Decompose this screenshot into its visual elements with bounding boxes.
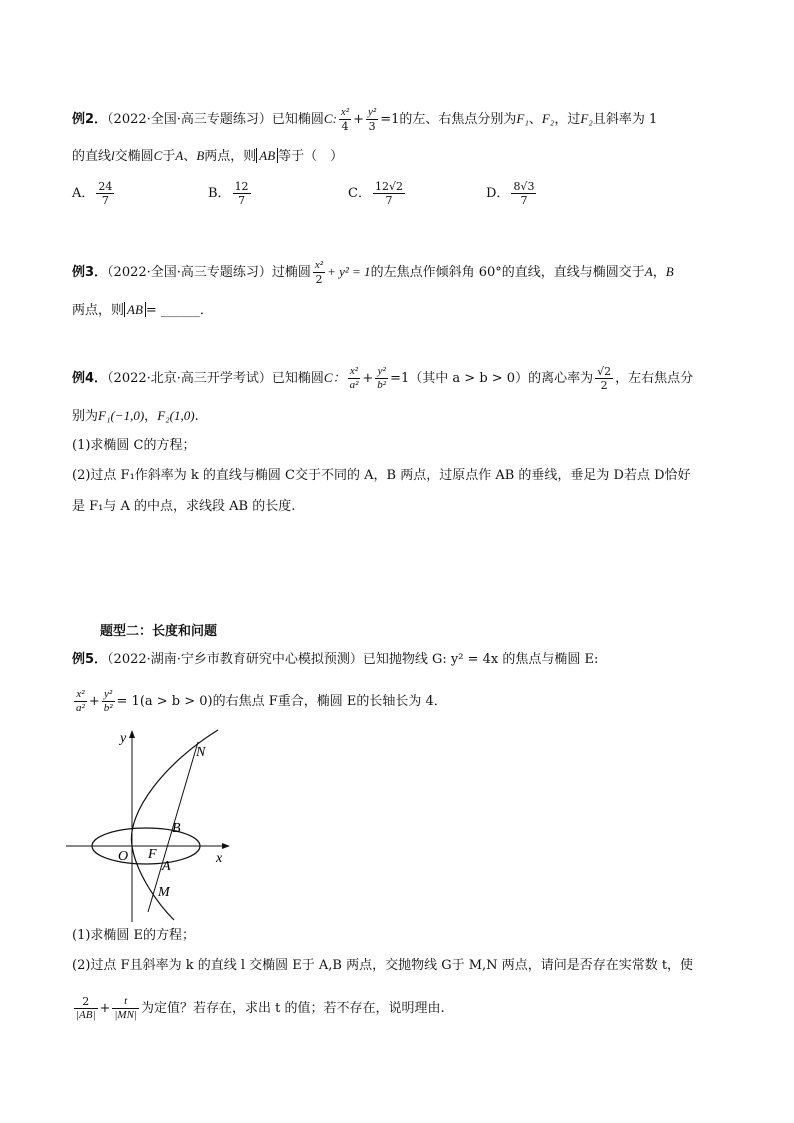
ex5-frac2	[102, 688, 115, 715]
ex3-source: （2022·全国·高三专题练习）过椭圆	[107, 265, 311, 280]
ex2-label: 例2．	[72, 112, 108, 127]
ex2-option-b[interactable]	[208, 180, 253, 207]
ex2-f2: F₂	[541, 111, 555, 126]
option-frac	[233, 180, 251, 207]
ex2-C: C	[153, 148, 163, 163]
ex4-q2-line2: 是 F₁与 A 的中点，求线段 AB 的长度.	[72, 499, 296, 514]
ex2-line1	[72, 106, 657, 133]
y-axis-arrow	[129, 730, 135, 738]
ex2-frac1	[339, 106, 351, 133]
option-letter: C．	[348, 186, 371, 201]
option-den: 7	[238, 194, 246, 207]
ex3-A: A	[644, 264, 653, 279]
ex5-frac2-den: b²	[103, 702, 113, 714]
ex2-AB: AB	[256, 148, 278, 163]
ex5-q2-frac1-num: 2	[74, 995, 98, 1009]
option-frac	[373, 180, 405, 207]
ex2-A: A	[175, 148, 184, 163]
ex3-frac	[313, 259, 325, 286]
ex3-line2	[72, 300, 213, 321]
ex5-q2-line2	[72, 995, 445, 1022]
label-M: M	[158, 885, 170, 900]
option-num: 24	[98, 180, 113, 193]
ex5-line2: $\frac{\text{x²}}{\text{a²}}$ + $\frac{\text{y²}}{\text{b²}}$ = 1(a > b > 0)的右焦点 F重合，椭圆 E的长轴长为 4．	[76, 688, 447, 714]
ex2-c-label: C:	[323, 111, 337, 126]
ex2-source: （2022·全国·高三专题练习）已知椭圆	[107, 112, 324, 127]
ex3-frac-den: 2	[315, 273, 323, 286]
option-letter: B．	[208, 186, 231, 201]
ex2-f2b: F₂	[580, 111, 593, 126]
ex2-dot: 、	[183, 149, 197, 164]
ex4-ecc-num: √2	[597, 365, 612, 378]
ex2-frac2	[366, 106, 378, 133]
ex2-l: l	[111, 148, 115, 163]
ex4-frac1	[348, 365, 361, 392]
option-den: 7	[520, 194, 528, 207]
label-x: x	[216, 851, 223, 866]
ex5-frac1	[74, 688, 87, 715]
ex2-text-c: 且斜率为 1	[592, 112, 658, 127]
option-frac	[511, 180, 536, 207]
ex3-comma: ，	[652, 265, 666, 280]
ex5-q2-plus: +	[99, 1001, 111, 1016]
ex4-frac2-den: b²	[377, 379, 387, 391]
label-y: y	[120, 731, 127, 746]
ex4-cond: （其中 a > b > 0）	[409, 371, 529, 386]
ex5-figure	[66, 722, 246, 922]
ex2-frac1-den: 4	[341, 120, 349, 133]
ex4-frac2-num: y²	[375, 365, 388, 379]
ex5-line2-rest: = 1(a > b > 0)的右焦点 F重合，椭圆 E的长轴长为 4．	[116, 694, 447, 709]
option-num: 8√3	[513, 180, 535, 193]
ex2-plus: +	[353, 112, 364, 127]
ex4-q1: (1)求椭圆 C的方程；	[72, 438, 196, 453]
ex4-frac2	[375, 365, 388, 392]
ex5-frac2-num: y²	[102, 688, 115, 702]
label-B: B	[172, 821, 181, 836]
ex4-line1: 例4．（2022·北京·高三开学考试）已知椭圆C： $\frac{\text{x²}}{\text{a²}}$ + $\frac{\text{y²}}{\text{b²}}$ =1（其中 a > b > 0）的离心率为 $\frac{√2}{2}$ ，左右焦点分	[72, 365, 694, 392]
ex4-f2: F₂(1,0)	[157, 408, 195, 423]
ex5-text-line1: （2022·湖南·宁乡市教育研究中心模拟预测）已知抛物线 G: y² = 4x 的焦点与椭圆 E:	[107, 652, 599, 667]
ex2-line2-e: 等于（ ）	[278, 149, 344, 164]
ex5-q2-line2-rest: 为定值？若存在，求出 t 的值；若不存在，说明理由.	[140, 1001, 445, 1016]
option-den: 7	[385, 194, 393, 207]
ex2-line2-d: 两点，则	[204, 149, 257, 164]
ex4-frac1-num: x²	[348, 365, 361, 379]
ex4-q2-line1: (2)过点 F₁作斜率为 k 的直线与椭圆 C交于不同的 A，B 两点，过原点作 AB 的垂线，垂足为 D若点 D恰好	[72, 468, 691, 483]
ex5-q2-frac2	[112, 995, 139, 1022]
ex3-AB: AB	[124, 302, 146, 317]
ex4-label: 例4．	[72, 371, 108, 386]
x-axis-arrow	[222, 843, 230, 849]
ex3-label: 例3．	[72, 265, 108, 280]
ex2-option-a[interactable]	[72, 180, 116, 207]
ex4-f1: F₁(−1,0)	[98, 408, 145, 423]
ex4-line2-a: 别为	[72, 409, 99, 424]
ex5-q1: (1)求椭圆 E的方程；	[72, 928, 196, 943]
option-letter: D．	[486, 186, 510, 201]
label-F: F	[148, 847, 157, 862]
ex4-source: （2022·北京·高三开学考试）已知椭圆	[107, 371, 324, 386]
ex2-f1: F₁	[516, 111, 529, 126]
ex5-q2-frac1	[74, 995, 98, 1022]
ex5-q2-line1: (2)过点 F且斜率为 k 的直线 l 交椭圆 E于 A,B 两点，交抛物线 G于 M,N 两点，请问是否存在实常数 t，使	[72, 958, 694, 973]
ex2-text-a: 的左、右焦点分别为	[399, 112, 517, 127]
ex3-frac-num: x²	[314, 259, 324, 271]
ex4-ecc	[595, 365, 613, 392]
ex2-option-d[interactable]	[486, 180, 538, 207]
label-N: N	[196, 745, 206, 760]
ex2-sep: 、	[528, 112, 542, 127]
ex4-frac1-den: a²	[349, 379, 359, 391]
ex5-line1	[72, 650, 598, 670]
ex4-period: .	[194, 409, 199, 424]
ex2-text-b: ，过	[554, 112, 581, 127]
ex4-eq: =1	[390, 371, 410, 386]
ex5-label: 例5．	[72, 652, 108, 667]
label-A: A	[162, 859, 171, 874]
ex2-line2-a: 的直线	[72, 149, 112, 164]
ex2-frac2-den: 3	[368, 120, 376, 133]
option-letter: A．	[72, 186, 95, 201]
option-den: 7	[101, 194, 109, 207]
ex2-line2	[72, 146, 343, 167]
ex3-rest1: + y² = 1	[327, 264, 371, 279]
ex5-frac1-den: a²	[76, 702, 85, 714]
type2-title: 题型二：长度和问题	[100, 624, 218, 639]
label-O: O	[118, 849, 129, 864]
ex5-q2-frac2-num: t	[112, 995, 139, 1009]
ex4-text-a: 的离心率为	[528, 371, 594, 386]
ex2-eq: =1	[380, 112, 400, 127]
ex2-option-c[interactable]	[348, 180, 407, 207]
ex3-text: 的左焦点作倾斜角 60°的直线，直线与椭圆交于	[370, 265, 645, 280]
ex4-text-b: ，左右焦点分	[615, 371, 694, 386]
ex3-line2-a: 两点，则	[72, 303, 125, 318]
ex5-frac1-num: x²	[74, 688, 87, 702]
ex2-line2-b: 交椭圆	[114, 149, 154, 164]
option-num: 12√2	[374, 180, 403, 193]
ex3-line1	[72, 259, 674, 286]
ex3-B: B	[665, 264, 674, 279]
ex2-B: B	[196, 148, 205, 163]
ex4-line2	[72, 406, 199, 427]
ex2-frac1-num: x²	[340, 106, 350, 118]
ex5-q2-frac2-den: |MN|	[114, 1009, 137, 1021]
ex2-frac2-num: y²	[368, 106, 377, 118]
ex4-ecc-den: 2	[600, 379, 608, 392]
ex4-comma: ，	[144, 409, 158, 424]
ex3-line2-b: = ______．	[145, 303, 213, 318]
option-num: 12	[234, 180, 249, 193]
ex5-q2-frac1-den: |AB|	[76, 1009, 96, 1021]
ex4-c-label: C：	[323, 370, 346, 385]
option-frac	[96, 180, 114, 207]
ex2-line2-c: 于	[162, 149, 176, 164]
